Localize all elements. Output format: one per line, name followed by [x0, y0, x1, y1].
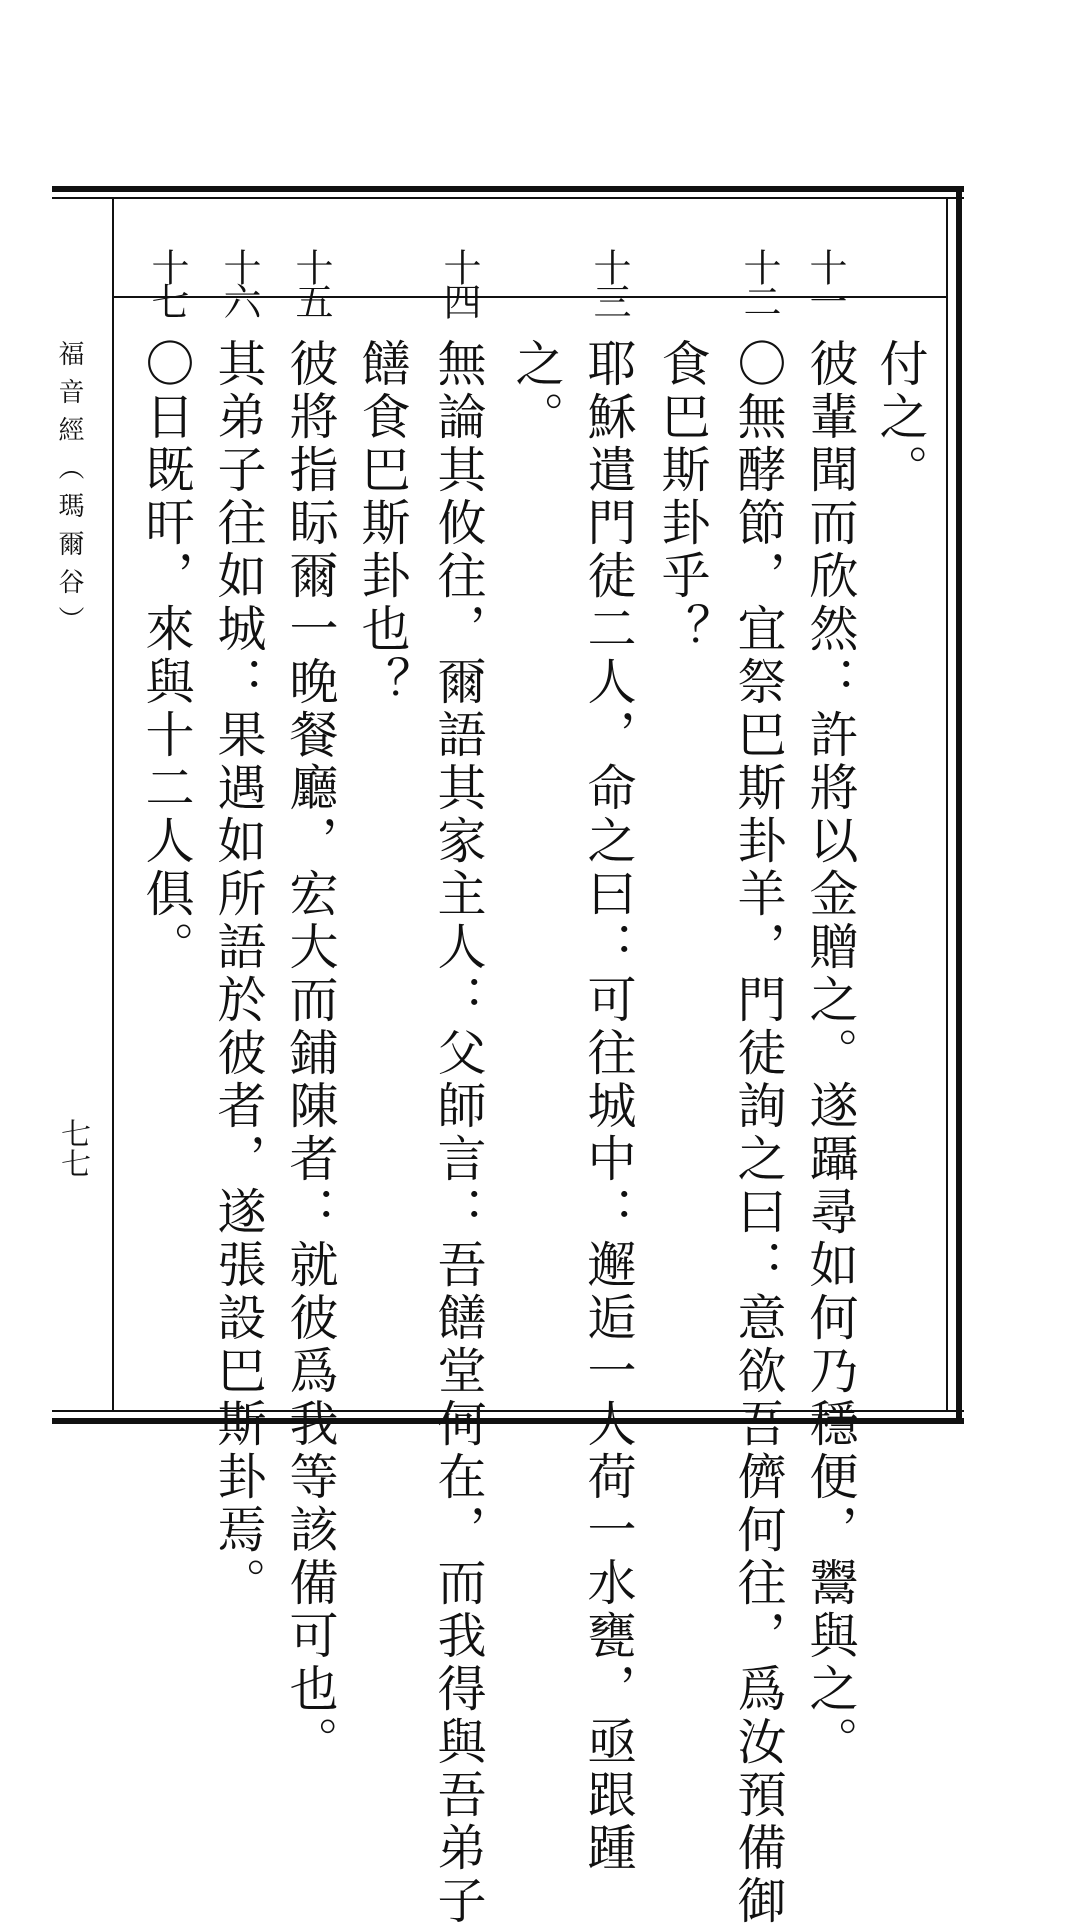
verse-number-11: 十一	[803, 248, 847, 316]
text-line-5: 耶穌遣門徒二人，命之曰：可往城中：邂逅一人荷一水甕，亟跟踵	[580, 338, 637, 1875]
right-border-thick	[956, 186, 962, 1424]
text-line-11: 〇日既旰，來與十二人俱。	[138, 338, 195, 974]
text-line-1: 付之。	[872, 338, 929, 497]
top-border-thin	[52, 197, 964, 199]
text-line-7: 無論其攸往，爾語其家主人：父師言：吾饍堂何在，而我得與吾弟子	[430, 338, 487, 1928]
text-line-9: 彼將指眎爾一晚餐廳，宏大而鋪陳者：就彼爲我等該備可也。	[282, 338, 339, 1769]
verse-number-14: 十四	[437, 248, 481, 316]
verse-number-13: 十三	[587, 248, 631, 316]
text-line-8: 饍食巴斯卦也？	[354, 338, 411, 709]
verse-number-16: 十六	[217, 248, 261, 316]
text-line-6: 之。	[508, 338, 565, 444]
verse-number-15: 十五	[289, 248, 333, 316]
top-border-thick	[52, 186, 964, 192]
inner-left-border	[112, 197, 114, 1412]
verse-number-17: 十七	[145, 248, 189, 316]
text-line-3: 〇無酵節，宜祭巴斯卦羊，門徒詢之曰：意欲吾儕何往，爲汝預備御	[730, 338, 787, 1928]
right-border-thin	[946, 197, 948, 1412]
text-line-2: 彼輩聞而欣然：許將以金贈之。遂躡尋如何乃穩便，鬻與之。	[802, 338, 859, 1769]
text-line-4: 食巴斯卦乎？	[654, 338, 711, 656]
text-line-10: 其弟子往如城：果遇如所語於彼者，遂張設巴斯卦焉。	[210, 338, 267, 1610]
page-number: 七七	[55, 1118, 90, 1178]
running-title: 福音經（瑪爾谷）	[54, 340, 84, 644]
verse-number-12: 十二	[737, 248, 781, 316]
